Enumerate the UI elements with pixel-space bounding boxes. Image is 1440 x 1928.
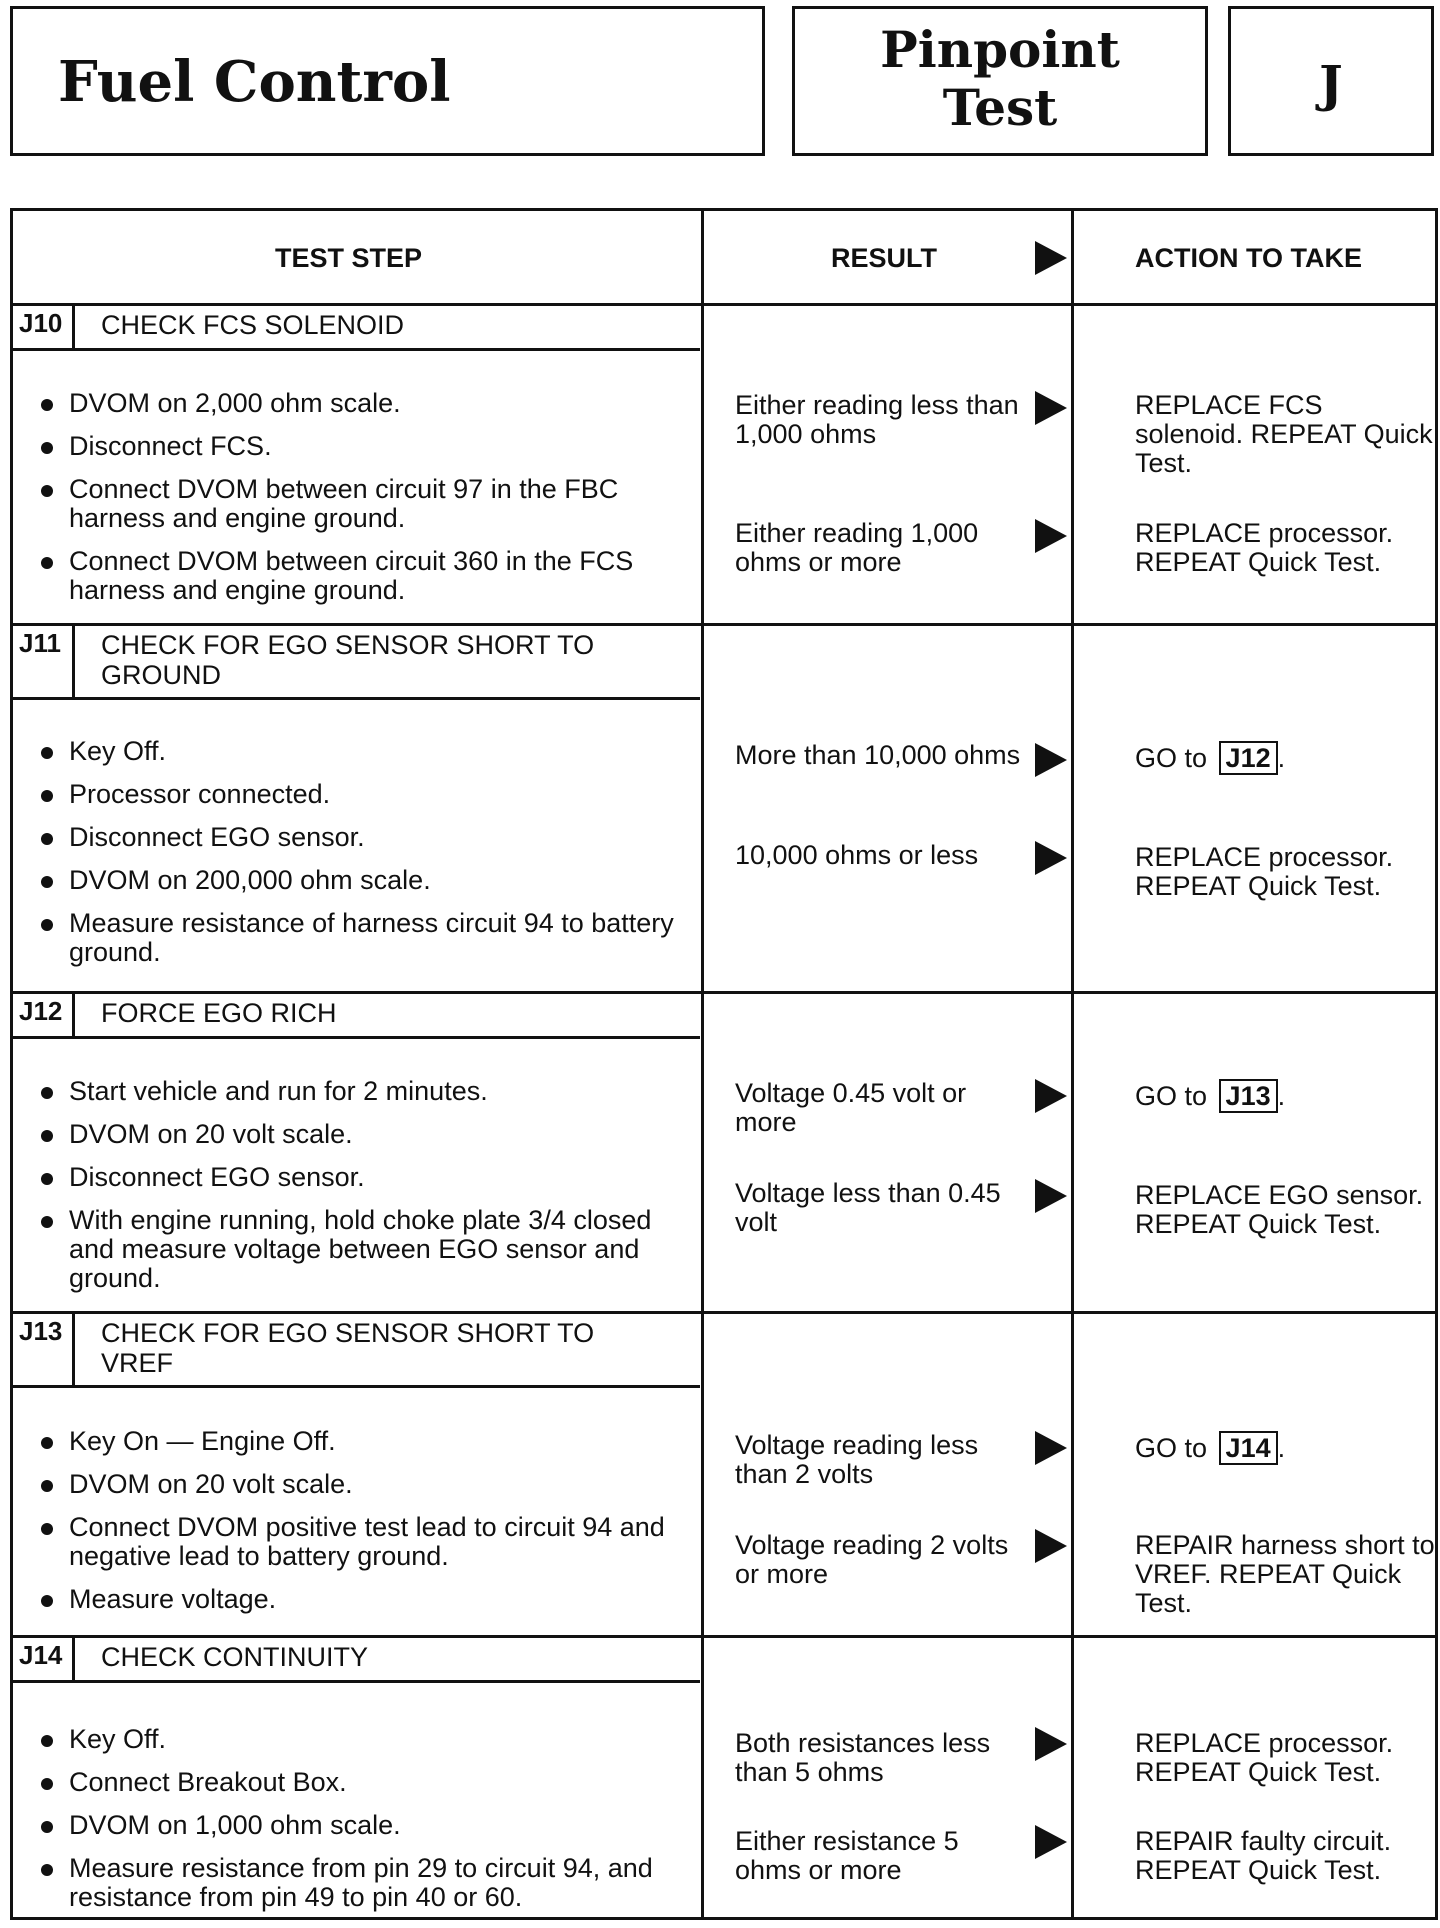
step-title: FORCE EGO RICH: [101, 998, 337, 1028]
goto-label: GO to: [1135, 1433, 1208, 1463]
instruction-item: Key On — Engine Off.: [41, 1427, 696, 1456]
instruction-item: DVOM on 1,000 ohm scale.: [41, 1811, 696, 1840]
instruction-item: With engine running, hold choke plate 3/4 closed and measure voltage between EGO sensor and ground.: [41, 1206, 696, 1293]
column-divider: [701, 211, 704, 1917]
instruction-item: Disconnect FCS.: [41, 432, 696, 461]
step-header: [13, 994, 700, 1039]
result-text: More than 10,000 ohms: [735, 740, 1021, 770]
step-id: J10: [13, 306, 75, 348]
action-text: REPLACE processor. REPEAT Quick Test.: [1135, 842, 1394, 901]
goto-suffix: .: [1277, 1081, 1286, 1111]
instruction-item: Disconnect EGO sensor.: [41, 1163, 696, 1192]
right-triangle-arrow-icon: [1035, 519, 1067, 553]
step-title: CHECK FOR EGO SENSOR SHORT TO VREF: [101, 1318, 595, 1378]
instruction-item: Measure resistance from pin 29 to circuit 94, and resistance from pin 49 to pin 40 or 60.: [41, 1854, 696, 1912]
test-type-label: Pinpoint Test: [880, 20, 1120, 137]
instruction-item: Start vehicle and run for 2 minutes.: [41, 1077, 696, 1106]
instruction-item: DVOM on 20 volt scale.: [41, 1120, 696, 1149]
instruction-item: Key Off.: [41, 1725, 696, 1754]
right-triangle-arrow-icon: [1035, 1727, 1067, 1761]
instruction-item: Measure resistance of harness circuit 94 to battery ground.: [41, 909, 696, 967]
step-id: J14: [13, 1638, 75, 1680]
goto-step-link[interactable]: J14: [1219, 1431, 1278, 1465]
instruction-item: DVOM on 200,000 ohm scale.: [41, 866, 696, 895]
result-text: Voltage 0.45 volt or more: [735, 1078, 967, 1137]
right-triangle-arrow-icon: [1035, 1079, 1067, 1113]
instruction-item: Connect Breakout Box.: [41, 1768, 696, 1797]
action-text: [1135, 741, 1435, 775]
step-title: CHECK FCS SOLENOID: [101, 310, 405, 340]
step-header: [13, 306, 700, 351]
header-result: RESULT: [831, 243, 937, 273]
goto-suffix: .: [1277, 1433, 1286, 1463]
action-text: [1135, 1079, 1435, 1113]
step-header: [13, 1638, 700, 1683]
action-text: REPLACE EGO sensor. REPEAT Quick Test.: [1135, 1180, 1424, 1239]
step-title: CHECK CONTINUITY: [101, 1642, 369, 1672]
instruction-item: Key Off.: [41, 737, 696, 766]
page-title-box: [10, 6, 765, 156]
right-triangle-arrow-icon: [1035, 1825, 1067, 1859]
instruction-item: Connect DVOM between circuit 97 in the FBC harness and engine ground.: [41, 475, 696, 533]
step-instructions: [41, 1077, 696, 1307]
test-letter: J: [1319, 54, 1343, 113]
step-instructions: [41, 737, 696, 981]
action-text: REPLACE FCS solenoid. REPEAT Quick Test.: [1135, 390, 1433, 478]
result-text: Either reading less than 1,000 ohms: [735, 390, 1019, 449]
step-instructions: [41, 1427, 696, 1628]
step-instructions: [41, 1725, 696, 1926]
action-text: [1135, 1431, 1435, 1465]
step-id: J12: [13, 994, 75, 1036]
result-text: Voltage less than 0.45 volt: [735, 1178, 1001, 1237]
step-title: CHECK FOR EGO SENSOR SHORT TO GROUND: [101, 630, 595, 690]
header-test-step: TEST STEP: [275, 243, 423, 273]
instruction-item: DVOM on 20 volt scale.: [41, 1470, 696, 1499]
test-letter-box: [1228, 6, 1434, 156]
goto-suffix: .: [1277, 743, 1286, 773]
right-triangle-arrow-icon: [1035, 241, 1067, 275]
goto-label: GO to: [1135, 1081, 1208, 1111]
goto-label: GO to: [1135, 743, 1208, 773]
goto-step-link[interactable]: J12: [1219, 741, 1278, 775]
step-id: J11: [13, 626, 75, 697]
instruction-item: Connect DVOM positive test lead to circuit 94 and negative lead to battery ground.: [41, 1513, 696, 1571]
test-type-box: [792, 6, 1208, 156]
step-id: J13: [13, 1314, 75, 1385]
action-text: REPAIR harness short to VREF. REPEAT Quick Test.: [1135, 1530, 1435, 1618]
result-text: Both resistances less than 5 ohms: [735, 1728, 991, 1787]
right-triangle-arrow-icon: [1035, 743, 1067, 777]
right-triangle-arrow-icon: [1035, 1529, 1067, 1563]
page-title: Fuel Control: [58, 49, 451, 115]
instruction-item: Disconnect EGO sensor.: [41, 823, 696, 852]
instruction-item: Processor connected.: [41, 780, 696, 809]
pinpoint-test-table: [10, 208, 1438, 1920]
instruction-item: DVOM on 2,000 ohm scale.: [41, 389, 696, 418]
step-header: [13, 1314, 700, 1388]
right-triangle-arrow-icon: [1035, 1179, 1067, 1213]
header-action: ACTION TO TAKE: [1135, 243, 1362, 273]
result-text: Voltage reading 2 volts or more: [735, 1530, 1009, 1589]
right-triangle-arrow-icon: [1035, 1431, 1067, 1465]
right-triangle-arrow-icon: [1035, 841, 1067, 875]
action-text: REPAIR faulty circuit. REPEAT Quick Test.: [1135, 1826, 1392, 1885]
result-text: 10,000 ohms or less: [735, 840, 979, 870]
step-instructions: [41, 389, 696, 619]
result-text: Voltage reading less than 2 volts: [735, 1430, 979, 1489]
result-text: Either resistance 5 ohms or more: [735, 1826, 959, 1885]
result-text: Either reading 1,000 ohms or more: [735, 518, 979, 577]
goto-step-link[interactable]: J13: [1219, 1079, 1278, 1113]
action-text: REPLACE processor. REPEAT Quick Test.: [1135, 1728, 1394, 1787]
instruction-item: Measure voltage.: [41, 1585, 696, 1614]
step-header: [13, 626, 700, 700]
action-text: REPLACE processor. REPEAT Quick Test.: [1135, 518, 1394, 577]
instruction-item: Connect DVOM between circuit 360 in the FCS harness and engine ground.: [41, 547, 696, 605]
column-divider: [1071, 211, 1074, 1917]
right-triangle-arrow-icon: [1035, 391, 1067, 425]
